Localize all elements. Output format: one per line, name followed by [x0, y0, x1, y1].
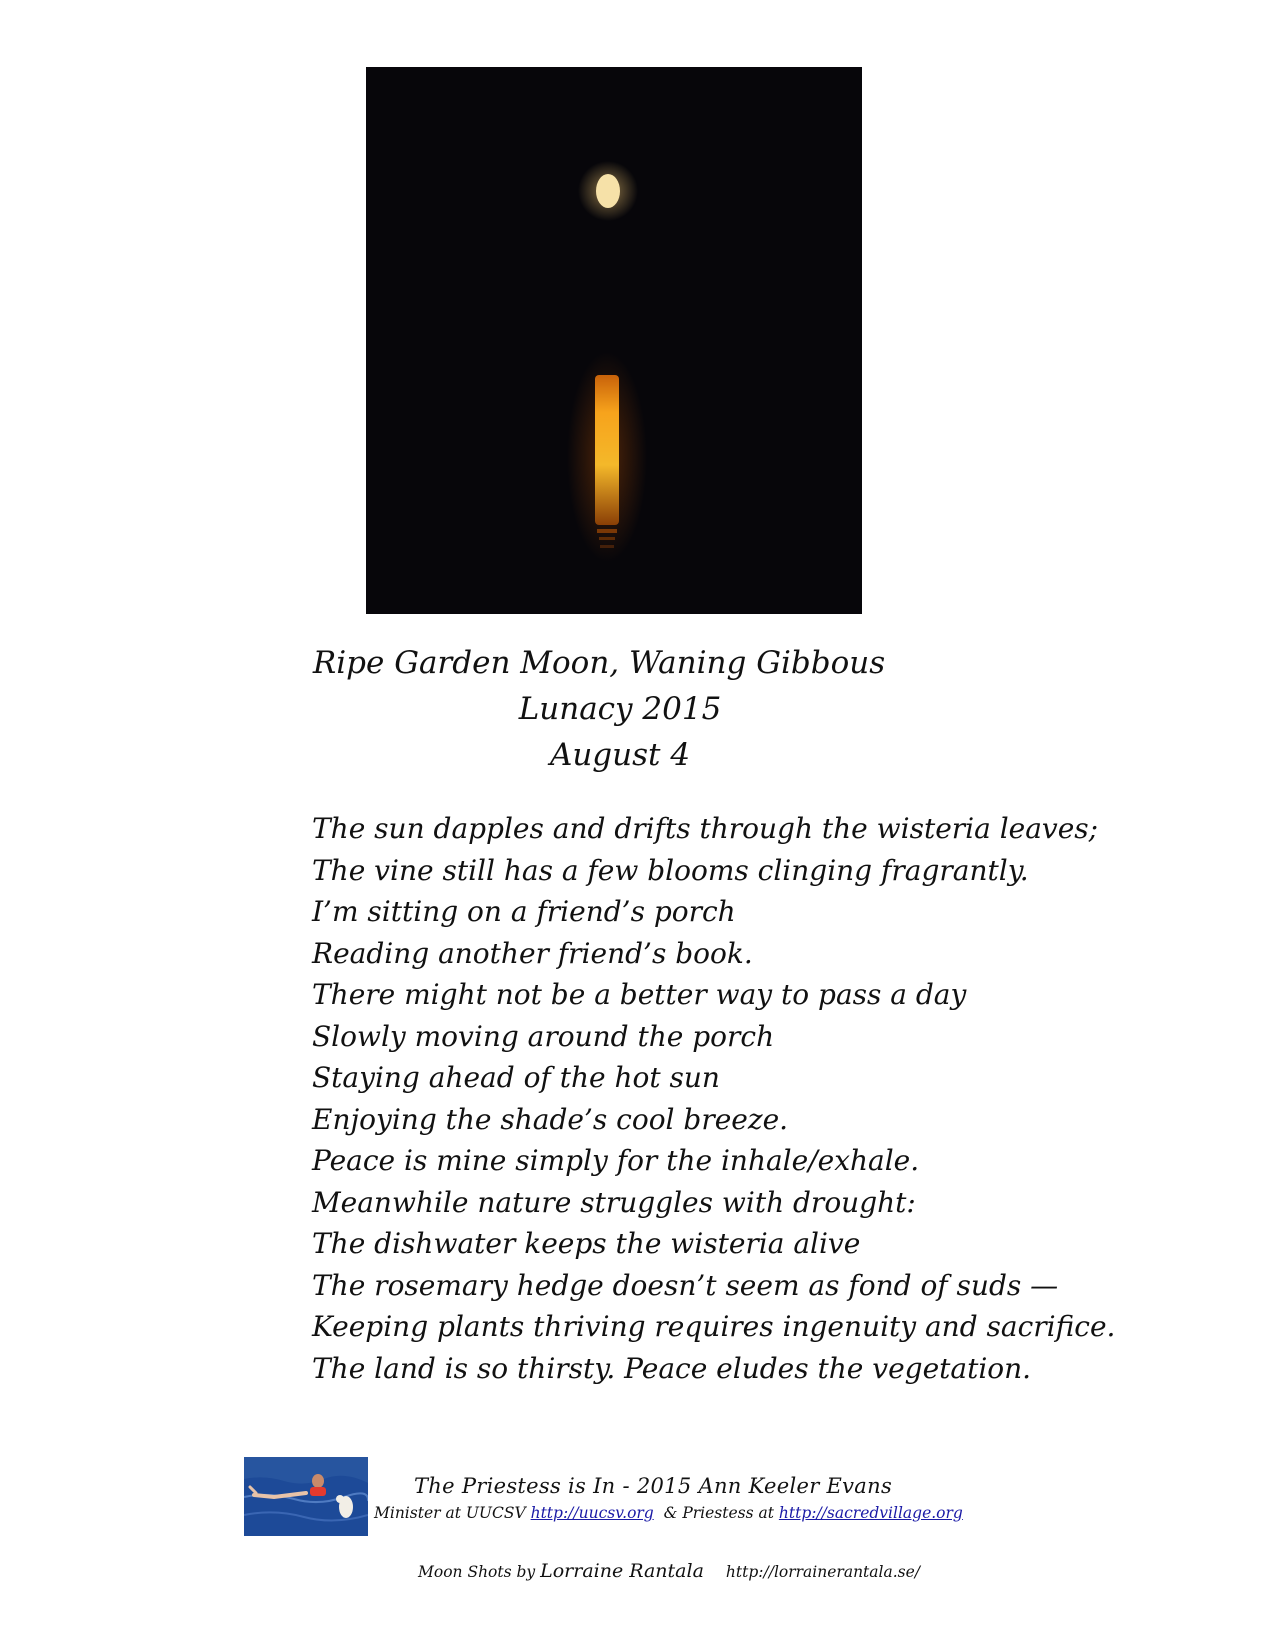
footer-swimmer-image: [244, 1457, 368, 1536]
poem-line: Reading another friend’s book.: [312, 936, 753, 970]
minister-prefix: Minister at UUCSV: [374, 1504, 531, 1522]
title-series: Lunacy 2015: [518, 691, 722, 727]
reflection-ripple: [597, 529, 617, 533]
swimmer-shirt: [310, 1487, 326, 1496]
minister-line: [374, 1504, 963, 1522]
poem-line: Enjoying the shade’s cool breeze.: [312, 1102, 789, 1136]
poem-line: Keeping plants thriving requires ingenuity and sacrifice.: [312, 1310, 1116, 1343]
photo-credit: [418, 1560, 920, 1582]
reflection-ripple: [600, 545, 614, 548]
title-block: [300, 640, 940, 778]
title-moon-name: Ripe Garden Moon, Waning Gibbous: [312, 645, 886, 681]
poem-line: The sun dapples and drifts through the wisteria leaves;: [312, 812, 1099, 845]
moon-reflection: [595, 375, 619, 525]
moon-photo-image: [366, 67, 862, 614]
poem-line: The dishwater keeps the wisteria alive: [312, 1227, 861, 1260]
poem-line: The rosemary hedge doesn’t seem as fond of suds —: [312, 1268, 1059, 1302]
moon: [596, 174, 620, 208]
title-date: August 4: [549, 737, 691, 773]
poem-line: The vine still has a few blooms clinging fragrantly.: [312, 853, 1029, 887]
poem-line: I’m sitting on a friend’s porch: [312, 895, 736, 928]
reflection-ripple: [599, 537, 615, 540]
poem-line: The land is so thirsty. Peace eludes the vegetation.: [312, 1351, 1032, 1385]
uucsv-link[interactable]: http://uucsv.org: [530, 1504, 654, 1522]
swimmer-head: [312, 1474, 324, 1488]
credit-name: Lorraine Rantala: [540, 1560, 704, 1582]
poem-line: Peace is mine simply for the inhale/exhale.: [312, 1144, 920, 1177]
credit-prefix: Moon Shots by: [418, 1563, 541, 1581]
poem: [312, 808, 1116, 1389]
sacredvillage-link[interactable]: http://sacredvillage.org: [778, 1504, 963, 1522]
poem-line: Meanwhile nature struggles with drought:: [312, 1185, 916, 1219]
credit-url: http://lorrainerantala.se/: [725, 1563, 920, 1581]
poem-line: Staying ahead of the hot sun: [312, 1061, 720, 1094]
priestess-mid-text: & Priestess at: [653, 1504, 779, 1522]
moon-photo: [366, 67, 862, 614]
poem-line: There might not be a better way to pass a day: [312, 978, 967, 1011]
priestess-line: The Priestess is In - 2015 Ann Keeler Evans: [414, 1474, 893, 1498]
poem-line: Slowly moving around the porch: [312, 1019, 775, 1053]
footer-swimmer-photo: [244, 1457, 368, 1536]
